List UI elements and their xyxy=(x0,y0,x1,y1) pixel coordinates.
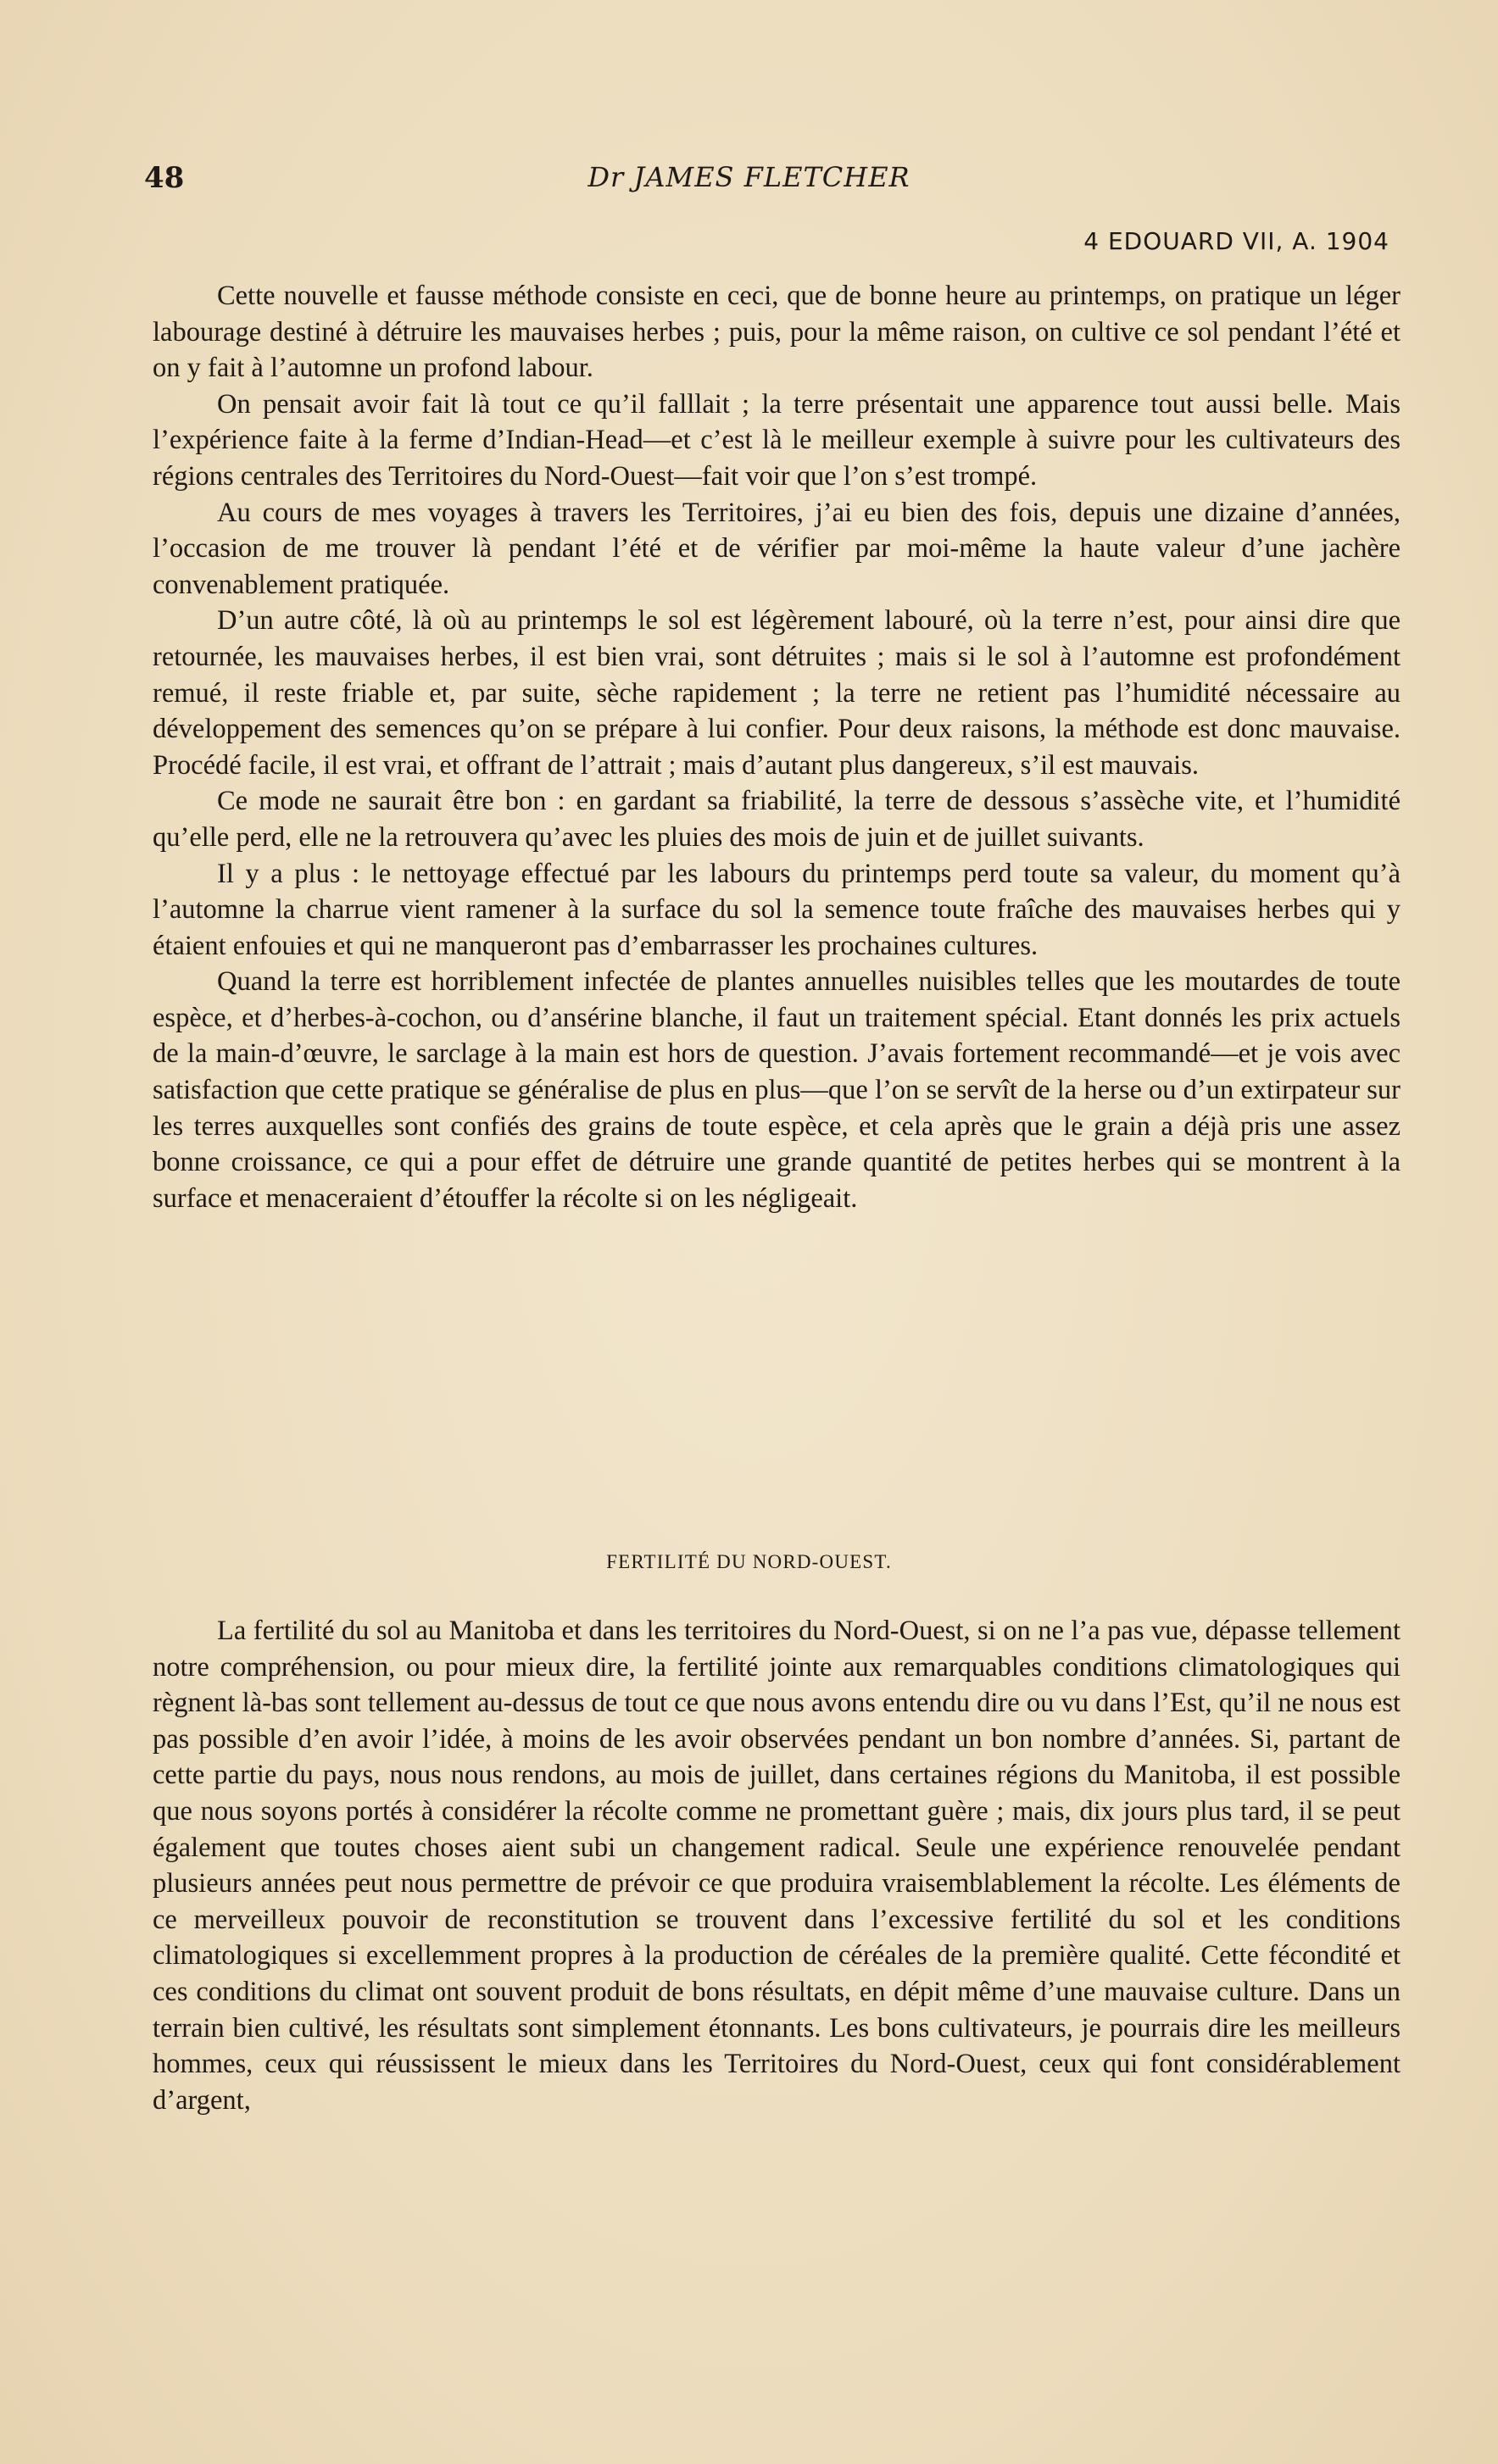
paragraph: On pensait avoir fait là tout ce qu’il falllait ; la terre présentait une apparence tout aussi belle. Mais l’expérience faite à la ferme d’Indian-Head—et c’est là le meilleur exemple à suivre pour les cultivateurs des régions centrales des Territoires du Nord-Ouest—fait voir que l’on s’est trompé. xyxy=(153,388,1401,492)
page-number: 48 xyxy=(144,161,185,195)
paragraph: Quand la terre est horriblement infectée de plantes annuelles nuisibles telles que les moutardes de toute espèce, et d’herbes-à-cochon, ou d’ansérine blanche, il faut un traitement spécial. Etant donnés les prix actuels de la main-d’œuvre, le sarclage à la main est hors de question. J’avais fortement recommandé—et je vois avec satisfaction que cette pratique se généralise de plus en plus—que l’on se servît de la herse ou d’un extirpateur sur les terres auxquelles sont confiés des grains de toute espèce, et cela après que le grain a déjà pris une assez bonne croissance, ce qui a pour effet de détruire une grande quantité de petites herbes qui se montrent à la surface et menaceraient d’étouffer la récolte si on les négligeait. xyxy=(153,966,1401,1214)
body-text-top xyxy=(153,278,1401,1216)
body-text-bottom xyxy=(153,1613,1401,2118)
paragraph: Il y a plus : le nettoyage effectué par les labours du printemps perd toute sa valeur, du moment qu’à l’automne la charrue vient ramener à la surface du sol la semence toute fraîche des mauvaises herbes qui y étaient enfouies et qui ne manqueront pas d’embarrasser les prochaines cultures. xyxy=(153,858,1401,961)
paragraph: Ce mode ne saurait être bon : en gardant sa friabilité, la terre de dessous s’assèche vite, et l’humidité qu’elle perd, elle ne la retrouvera qu’avec les pluies des mois de juin et de juillet suivants. xyxy=(153,786,1401,853)
paragraph: Cette nouvelle et fausse méthode consiste en ceci, que de bonne heure au printemps, on pratique un léger labourage destiné à détruire les mauvaises herbes ; puis, pour la même raison, on cultive ce sol pendant l’été et on y fait à l’automne un profond labour. xyxy=(153,281,1401,384)
section-heading: FERTILITÉ DU NORD-OUEST. xyxy=(606,1551,892,1572)
session-reference: 4 EDOUARD VII, A. 1904 xyxy=(1083,227,1389,255)
paragraph: La fertilité du sol au Manitoba et dans les territoires du Nord-Ouest, si on ne l’a pas vue, dépasse tellement notre compréhension, ou pour mieux dire, la fertilité jointe aux remarquables conditions climatologiques qui règnent là-bas sont tellement au-dessus de tout ce que nous avons entendu dire ou vu dans l’Est, qu’il ne nous est pas possible d’en avoir l’idée, à moins de les avoir observées pendant un bon nombre d’années. Si, partant de cette partie du pays, nous nous rendons, au mois de juillet, dans certaines régions du Manitoba, il est possible que nous soyons portés à considérer la récolte comme ne promettant guère ; mais, dix jours plus tard, il se peut également que toutes choses aient subi un changement radical. Seule une expérience renouvelée pendant plusieurs années peut nous permettre de prévoir ce que produira vraisemblablement la récolte. Les éléments de ce merveilleux pouvoir de reconstitution se trouvent dans l’excessive fertilité du sol et les conditions climatologiques si excellemment propres à la production de céréales de la première qualité. Cette fécondité et ces conditions du climat ont souvent produit de bons résultats, en dépit même d’une mauvaise culture. Dans un terrain bien cultivé, les résultats sont simplement étonnants. Les bons cultivateurs, je pourrais dire les meilleurs hommes, ceux qui réussissent le mieux dans les Territoires du Nord-Ouest, ceux qui font considérablement d’argent, xyxy=(153,1616,1401,2116)
paragraph: Au cours de mes voyages à travers les Territoires, j’ai eu bien des fois, depuis une dizaine d’années, l’occasion de me trouver là pendant l’été et de vérifier par moi-même la haute valeur d’une jachère convenablement pratiquée. xyxy=(153,497,1401,600)
running-head: Dr JAMES FLETCHER xyxy=(588,161,910,193)
paragraph: D’un autre côté, là où au printemps le sol est légèrement labouré, où la terre n’est, pour ainsi dire que retournée, les mauvaises herbes, il est bien vrai, sont détruites ; mais si le sol à l’automne est profondément remué, il reste friable et, par suite, sèche rapidement ; la terre ne retient pas l’humidité nécessaire au développement des semences qu’on se prépare à lui confier. Pour deux raisons, la méthode est donc mauvaise. Procédé facile, il est vrai, et offrant de l’attrait ; mais d’autant plus dangereux, s’il est mauvais. xyxy=(153,605,1401,781)
